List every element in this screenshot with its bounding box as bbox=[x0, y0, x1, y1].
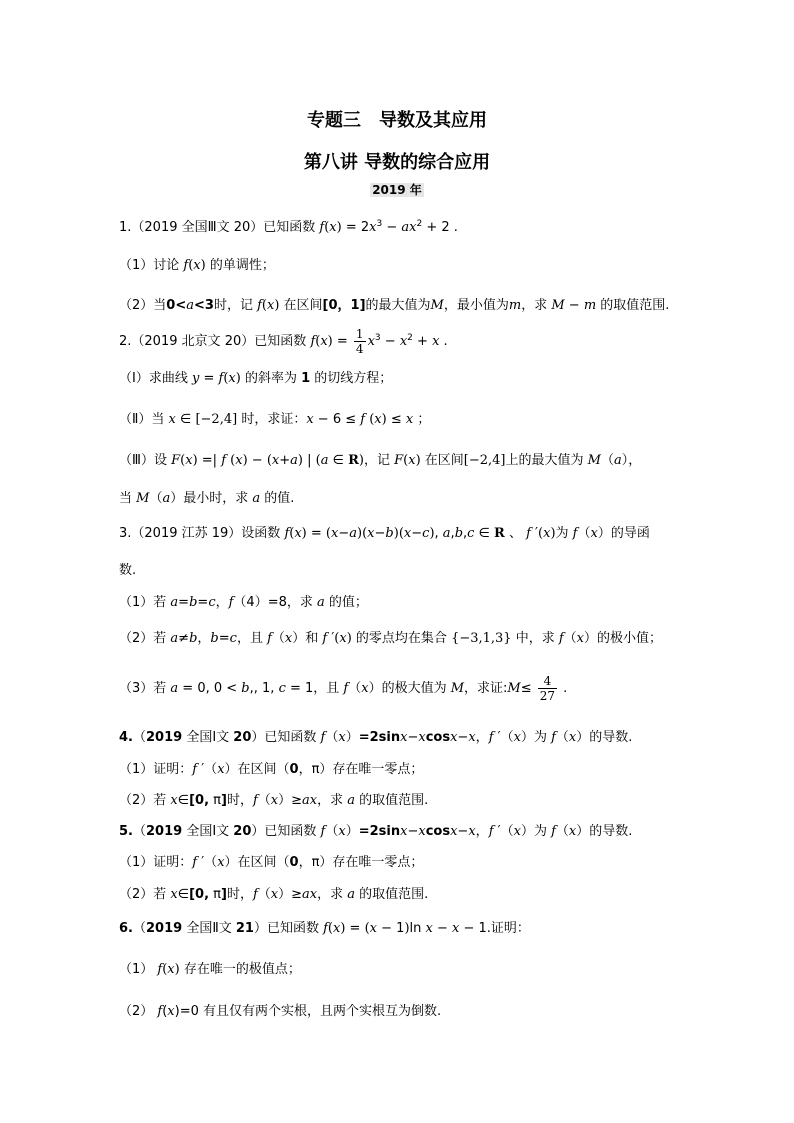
section-title: 专题三 导数及其应用 bbox=[307, 110, 487, 131]
problem-4-stem: 4.（2019 全国Ⅰ文 20）已知函数 f（x）=2sinx−xcosx−x，f ′（x）为 f（x）的导数. bbox=[119, 730, 633, 745]
problem-4-part-2: （2）若 x∈[0, π]时，f（x）≥ax，求 a 的取值范围. bbox=[119, 793, 429, 808]
problem-1-stem: 1.（2019 全国Ⅲ文 20）已知函数 $f(x) = 2x^3 - ax^2 + 2$ . bbox=[119, 219, 458, 235]
problem-6-stem: 6.（2019 全国Ⅱ文 21）已知函数 f(x) = (x − 1)ln x − x − 1.证明： bbox=[119, 921, 530, 936]
problem-4-part-1: （1）证明：f ′（x）在区间（0，π）存在唯一零点； bbox=[119, 762, 424, 777]
problem-3-stem: 3.（2019 江苏 19）设函数 f(x) = (x−a)(x−b)(x−c), a,b,c ∈ R 、 f ′(x)为 f（x）的导函 bbox=[119, 526, 650, 541]
problem-1-part-1: （1）讨论 f(x) 的单调性； bbox=[119, 258, 275, 273]
problem-2-stem: 2.（2019 北京文 20）已知函数 f(x) = $\frac{1}{4}$ $x^3 - x^2 + x$ . bbox=[119, 327, 448, 356]
problem-5-stem: 5.（2019 全国Ⅰ文 20）已知函数 f（x）=2sinx−xcosx−x，f ′（x）为 f（x）的导数. bbox=[119, 824, 633, 839]
problem-6-part-1: （1） f(x) 存在唯一的极值点； bbox=[119, 962, 301, 977]
year-label: 2019 年 bbox=[372, 183, 422, 197]
problem-3-part-1: （1）若 a=b=c，f（4）=8，求 a 的值； bbox=[119, 595, 368, 610]
problem-1-part-2: （2）当0<a<3时，记 f(x) 在区间[0，1]的最大值为M，最小值为m，求 M − m 的取值范围. bbox=[119, 298, 670, 313]
problem-3-part-3: （3）若 a = 0, 0 < b,, 1, c = 1，且 f（x）的极大值为 M，求证:M≤ $\frac{4}{27}$ . bbox=[119, 674, 568, 703]
problem-5-part-2: （2）若 x∈[0, π]时，f（x）≥ax，求 a 的取值范围. bbox=[119, 887, 429, 902]
problem-5-part-1: （1）证明：f ′（x）在区间（0，π）存在唯一零点； bbox=[119, 855, 424, 870]
lecture-title: 第八讲 导数的综合应用 bbox=[303, 152, 491, 173]
problem-2-part-3: （Ⅲ）设 F(x) =| f (x) − (x+a) | (a ∈ R)，记 F(x) 在区间[−2,4]上的最大值为 M（a）， bbox=[119, 453, 642, 468]
problem-2-part-2: （Ⅱ）当 x ∈ [−2,4] 时，求证：x − 6 ≤ f (x) ≤ x ； bbox=[119, 412, 431, 427]
problem-2-part-1: （Ⅰ）求曲线 y = f(x) 的斜率为 1 的切线方程； bbox=[119, 371, 393, 386]
problem-2-part-3-cont: 当 M（a）最小时，求 a 的值. bbox=[119, 491, 295, 506]
problem-6-part-2: （2） f(x)=0 有且仅有两个实根，且两个实根互为倒数. bbox=[119, 1004, 442, 1019]
problem-3-stem-cont: 数. bbox=[119, 563, 137, 578]
problem-3-part-2: （2）若 a≠b，b=c，且 f（x）和 f ′(x) 的零点均在集合 {−3,1,3} 中，求 f（x）的极小值； bbox=[119, 631, 663, 646]
